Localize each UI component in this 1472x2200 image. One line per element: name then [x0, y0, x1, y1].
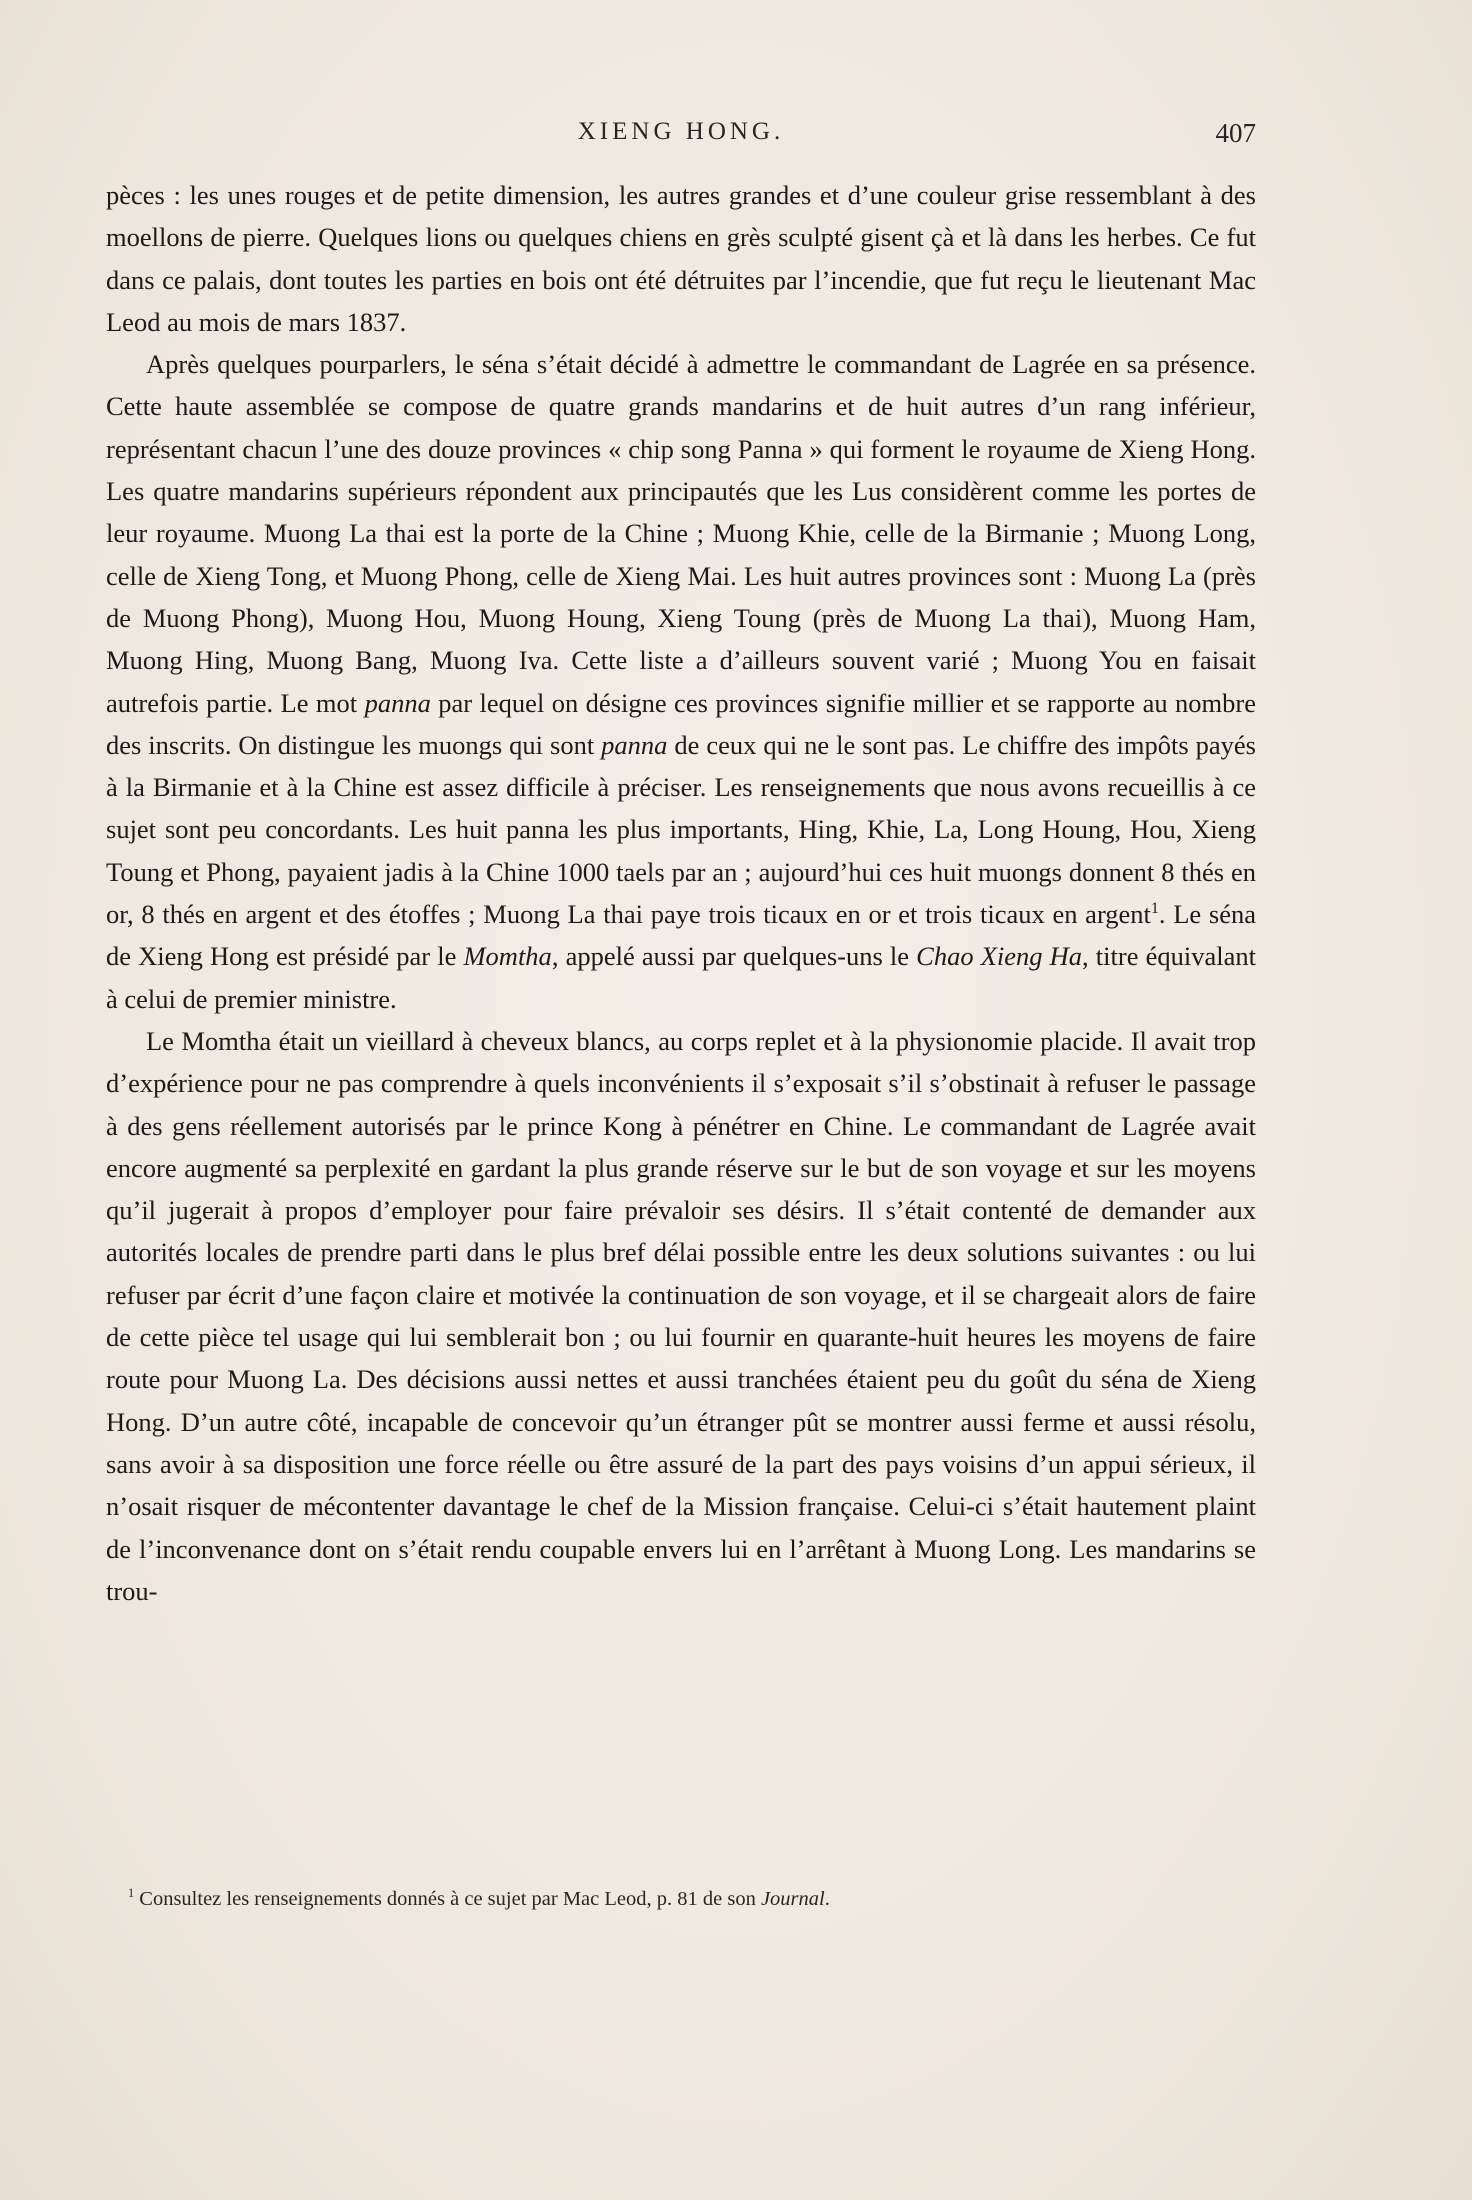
italic-term-chao-xieng-ha: Chao Xieng Ha [916, 941, 1083, 972]
footnote-italic-journal: Journal [760, 1888, 825, 1910]
paragraph-2-text-a: Après quelques pourparlers, le séna s’était décidé à admettre le commandant de Lagrée en sa présence. Cette haute assemblée se compose de quatre grands mandarins et de huit autres d’un rang inférieur, représentant chacun l’une des douze provinces « chip song Panna » qui forment le royaume de Xieng Hong. Les quatre mandarins supérieurs répondent aux principautés que les Lus considèrent comme les portes de leur royaume. Muong La thai est la porte de la Chine ; Muong Khie, celle de la Birmanie ; Muong Long, celle de Xieng Tong, et Muong Phong, celle de Xieng Mai. Les huit autres provinces sont : Muong La (près de Muong Phong), Muong Hou, Muong Houng, Xieng Toung (près de Muong La thai), Muong Ham, Muong Hing, Muong Bang, Muong Iva. Cette liste a d’ailleurs souvent varié ; Muong You en faisait autrefois partie. Le mot [106, 349, 1256, 718]
paragraph-1 [106, 174, 1256, 343]
paragraph-1-text: pèces : les unes rouges et de petite dimension, les autres grandes et d’une couleur grise ressemblant à des moellons de pierre. Quelques lions ou quelques chiens en grès sculpté gisent çà et là dans les herbes. Ce fut dans ce palais, dont toutes les parties en bois ont été détruites par l’incendie, que fut reçu le lieutenant Mac Leod au mois de mars 1837. [106, 180, 1256, 337]
paragraph-2-text-e: , appelé aussi par quelques-uns le [551, 941, 917, 972]
body-text [106, 174, 1256, 1612]
italic-term-panna: panna [364, 687, 431, 718]
footnote-marker: 1 [128, 1886, 135, 1901]
paragraph-3 [106, 1020, 1256, 1612]
footnote [128, 1888, 1228, 1911]
footnote-end: . [824, 1888, 830, 1910]
running-title: XIENG HONG. [577, 118, 785, 145]
italic-term-momtha: Momtha [463, 941, 552, 972]
page-header [106, 118, 1256, 158]
paragraph-2-text-b: par lequel on désigne ces provinces signifie millier et se rapporte au nombre des inscrits. On distingue les muongs qui sont [106, 687, 1256, 760]
page-number: 407 [1215, 118, 1256, 148]
paragraph-2-text-f: , titre équivalant à celui de premier ministre. [106, 941, 1256, 1014]
paragraph-2-text-c: de ceux qui ne le sont pas. Le chiffre des impôts payés à la Birmanie et à la Chine est assez difficile à préciser. Les renseignements que nous avons recueillis à ce sujet sont peu concordants. Les huit panna les plus importants, Hing, Khie, La, Long Houng, Hou, Xieng Toung et Phong, payaient jadis à la Chine 1000 taels par an ; aujourd’hui ces huit muongs donnent 8 thés en or, 8 thés en argent et des étoffes ; Muong La thai paye trois ticaux en or et trois ticaux en argent [106, 729, 1256, 930]
italic-term-panna-2: panna [601, 729, 668, 760]
paragraph-3-text: Le Momtha était un vieillard à cheveux blancs, au corps replet et à la physionomie placide. Il avait trop d’expérience pour ne pas comprendre à quels inconvénients il s’exposait s’il s’obstinait à refuser le passage à des gens réellement autorisés par le prince Kong à pénétrer en Chine. Le commandant de Lagrée avait encore augmenté sa perplexité en gardant la plus grande réserve sur le but de son voyage et sur les moyens qu’il jugerait à propos d’employer pour faire prévaloir ses désirs. Il s’était contenté de demander aux autorités locales de prendre parti dans le plus bref délai possible entre les deux solutions suivantes : ou lui refuser par écrit d’une façon claire et motivée la continuation de son voyage, et il se chargeait alors de faire de cette pièce tel usage qui lui semblerait bon ; ou lui fournir en quarante-huit heures les moyens de faire route pour Muong La. Des décisions aussi nettes et aussi tranchées étaient peu du goût du séna de Xieng Hong. D’un autre côté, incapable de concevoir qu’un étranger pût se montrer aussi ferme et aussi résolu, sans avoir à sa disposition une force réelle ou être assuré de la part des pays voisins d’un appui sérieux, il n’osait risquer de mécontenter davantage le chef de la Mission française. Celui-ci s’était hautement plaint de l’inconvenance dont on s’était rendu coupable envers lui en l’arrêtant à Muong Long. Les mandarins se trou- [106, 1025, 1256, 1606]
footnote-reference: 1 [1150, 900, 1159, 918]
paragraph-2-text-d: . Le séna de Xieng Hong est présidé par le [106, 899, 1256, 972]
footnote-text: Consultez les renseignements donnés à ce sujet par Mac Leod, p. 81 de son [134, 1888, 761, 1910]
paragraph-2 [106, 343, 1256, 1020]
